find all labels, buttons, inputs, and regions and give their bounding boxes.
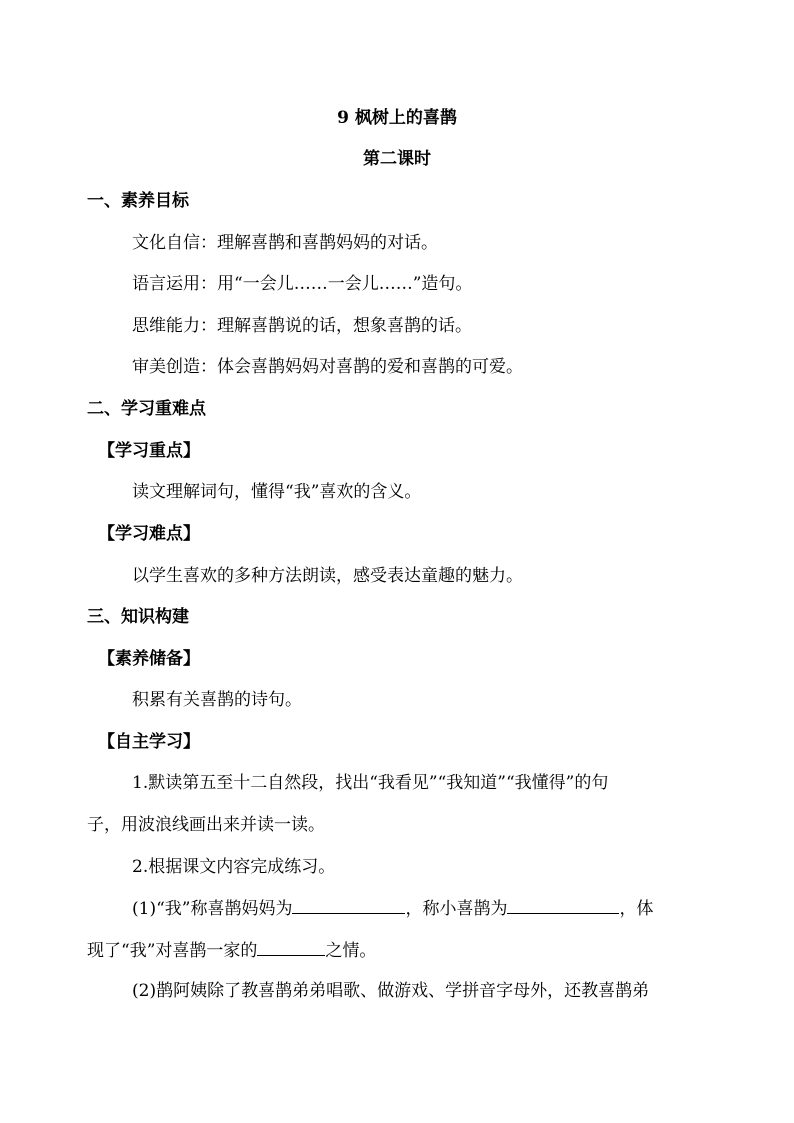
section-heading-key-points: 二、学习重难点 xyxy=(87,399,206,419)
question-2-1-line-1 xyxy=(132,897,653,920)
question-2-1-line-2 xyxy=(87,939,376,962)
difficult-point-text: 以学生喜欢的多种方法朗读，感受表达童趣的魅力。 xyxy=(132,566,523,586)
answer-blank-2[interactable] xyxy=(507,897,619,914)
question-2-1-text-a: (1)“我”称喜鹊妈妈为 xyxy=(132,899,293,919)
preparation-label: 【素养储备】 xyxy=(98,649,200,669)
key-point-text: 读文理解词句，懂得“我”喜欢的含义。 xyxy=(132,482,422,502)
goal-item-4: 审美创造：体会喜鹊妈妈对喜鹊的爱和喜鹊的可爱。 xyxy=(132,357,523,377)
question-2-1-text-b: ，称小喜鹊为 xyxy=(405,899,508,919)
preparation-text: 积累有关喜鹊的诗句。 xyxy=(132,690,302,710)
question-1-line-1: 1.默读第五至十二自然段，找出“我看见”“我知道”“我懂得”的句 xyxy=(132,773,609,793)
goal-item-3: 思维能力：理解喜鹊说的话，想象喜鹊的话。 xyxy=(132,316,472,336)
answer-blank-3[interactable] xyxy=(257,939,325,956)
question-2-2-line-1: (2)鹊阿姨除了教喜鹊弟弟唱歌、做游戏、学拼音字母外，还教喜鹊弟 xyxy=(132,981,650,1001)
section-heading-goals: 一、素养目标 xyxy=(87,191,189,211)
goal-item-1: 文化自信：理解喜鹊和喜鹊妈妈的对话。 xyxy=(132,233,438,253)
lesson-title: 9 枫树上的喜鹊 xyxy=(337,108,457,128)
lesson-subtitle: 第二课时 xyxy=(363,149,431,169)
question-2-1-text-d: 现了“我”对喜鹊一家的 xyxy=(87,941,258,961)
question-2-1-text-c: ，体 xyxy=(619,899,654,919)
question-1-line-2: 子，用波浪线画出来并读一读。 xyxy=(87,815,325,835)
difficult-point-label: 【学习难点】 xyxy=(98,524,200,544)
question-2-1-text-e: 之情。 xyxy=(325,941,377,961)
self-study-label: 【自主学习】 xyxy=(98,732,200,752)
question-2: 2.根据课文内容完成练习。 xyxy=(132,857,336,877)
section-heading-knowledge: 三、知识构建 xyxy=(87,607,189,627)
key-point-label: 【学习重点】 xyxy=(98,441,200,461)
answer-blank-1[interactable] xyxy=(292,897,405,914)
goal-item-2: 语言运用：用“一会儿……一会儿……”造句。 xyxy=(132,274,473,294)
